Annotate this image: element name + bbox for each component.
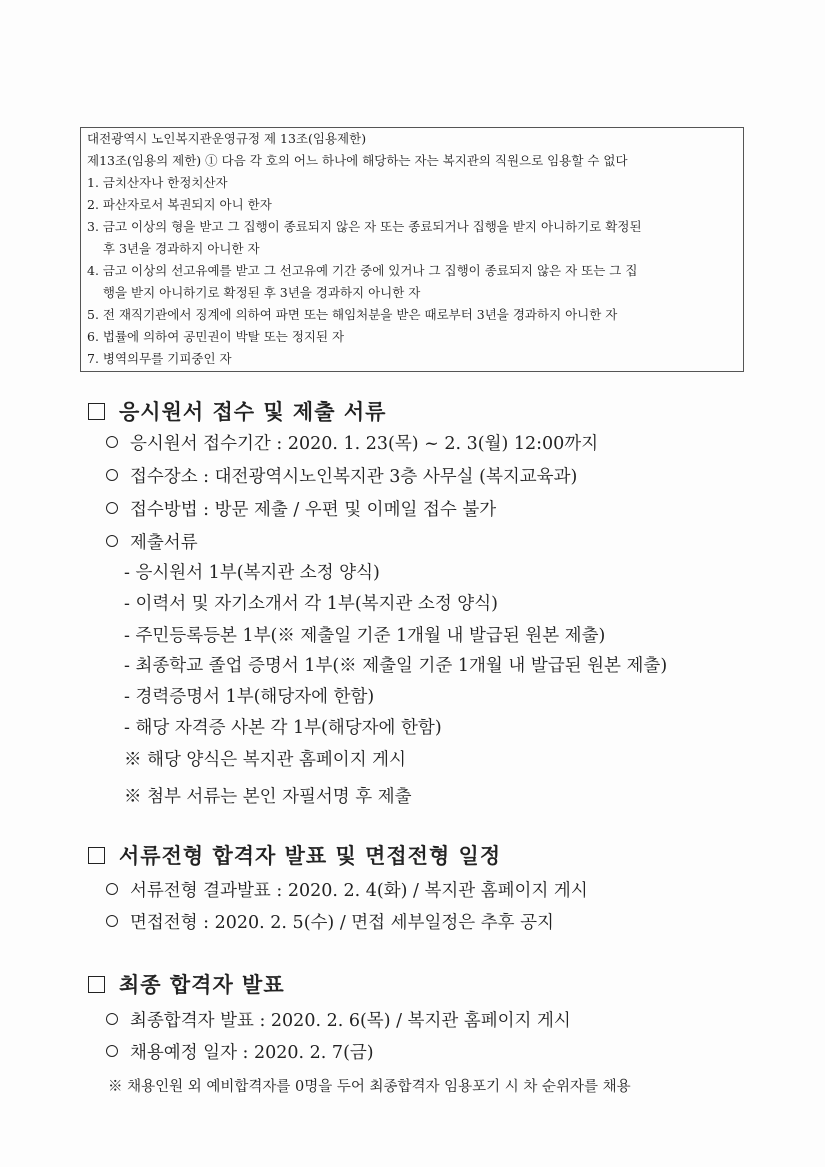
item-text: 채용예정 일자 : 2020. 2. 7(금) — [130, 1043, 374, 1063]
regulation-box — [80, 127, 744, 372]
regulation-line: 2. 파산자로서 복권되지 아니 한자 — [87, 197, 272, 212]
regulation-line: 4. 금고 이상의 선고유예를 받고 그 선고유예 기간 중에 있거나 그 집행이 종료되지 않은 자 또는 그 집 — [87, 263, 638, 278]
list-item — [106, 912, 554, 934]
document-item: - 경력증명서 1부(해당자에 한함) — [124, 687, 375, 707]
item-text: 면접전형 : 2020. 2. 5(수) / 면접 세부일정은 추후 공지 — [130, 913, 554, 933]
regulation-line: 행을 받지 아니하기로 확정된 후 3년을 경과하지 아니한 자 — [87, 285, 421, 300]
list-item — [106, 532, 198, 554]
list-item — [106, 1010, 571, 1032]
regulation-title: 대전광역시 노인복지관운영규정 제 13조(임용제한) — [87, 131, 367, 146]
list-item — [106, 466, 577, 488]
regulation-line: 제13조(임용의 제한) ① 다음 각 호의 어느 하나에 해당하는 자는 복지관의 직원으로 임용할 수 없다 — [87, 153, 628, 168]
regulation-line: 5. 전 재직기관에서 징계에 의하여 파면 또는 해임처분을 받은 때로부터 3년을 경과하지 아니한 자 — [87, 307, 618, 322]
note: ※ 채용인원 외 예비합격자를 0명을 두어 최종합격자 임용포기 시 차 순위자를 채용 — [108, 1079, 631, 1095]
section-title: 응시원서 접수 및 제출 서류 — [119, 399, 387, 424]
item-text: 서류전형 결과발표 : 2020. 2. 4(화) / 복지관 홈페이지 게시 — [130, 881, 588, 901]
section-heading — [88, 972, 285, 998]
regulation-line: 3. 금고 이상의 형을 받고 그 집행이 종료되지 않은 자 또는 종료되거나 집행을 받지 아니하기로 확정된 — [87, 219, 642, 234]
list-item — [106, 499, 496, 521]
circle-bullet-icon — [106, 883, 118, 895]
document-item: - 응시원서 1부(복지관 소정 양식) — [124, 563, 380, 583]
note: ※ 첨부 서류는 본인 자필서명 후 제출 — [124, 787, 412, 807]
regulation-line: 후 3년을 경과하지 아니한 자 — [87, 241, 260, 256]
item-text: 제출서류 — [130, 533, 198, 553]
document-item: - 최종학교 졸업 증명서 1부(※ 제출일 기준 1개월 내 발급된 원본 제출) — [124, 656, 668, 676]
circle-bullet-icon — [106, 436, 118, 448]
section-title: 서류전형 합격자 발표 및 면접전형 일정 — [119, 843, 502, 868]
regulation-line: 7. 병역의무를 기피중인 자 — [87, 351, 232, 366]
item-text: 최종합격자 발표 : 2020. 2. 6(목) / 복지관 홈페이지 게시 — [130, 1011, 571, 1031]
regulation-line: 6. 법률에 의하여 공민권이 박탈 또는 정지된 자 — [87, 329, 345, 344]
section-title: 최종 합격자 발표 — [119, 972, 285, 997]
list-item — [106, 880, 588, 902]
section-heading — [88, 843, 501, 869]
section-heading — [88, 399, 386, 425]
note: ※ 해당 양식은 복지관 홈페이지 게시 — [124, 750, 406, 770]
regulation-line: 1. 금치산자나 한정치산자 — [87, 175, 228, 190]
document-item: - 이력서 및 자기소개서 각 1부(복지관 소정 양식) — [124, 594, 498, 614]
list-item — [106, 433, 598, 455]
document-item: - 해당 자격증 사본 각 1부(해당자에 한함) — [124, 718, 442, 738]
checkbox-square-icon — [88, 976, 105, 993]
circle-bullet-icon — [106, 1045, 118, 1057]
circle-bullet-icon — [106, 469, 118, 481]
item-text: 접수방법 : 방문 제출 / 우편 및 이메일 접수 불가 — [130, 500, 497, 520]
circle-bullet-icon — [106, 1013, 118, 1025]
circle-bullet-icon — [106, 915, 118, 927]
list-item — [106, 1042, 374, 1064]
item-text: 응시원서 접수기간 : 2020. 1. 23(목) ~ 2. 3(월) 12:00까지 — [130, 434, 599, 454]
checkbox-square-icon — [88, 403, 105, 420]
document-item: - 주민등록등본 1부(※ 제출일 기준 1개월 내 발급된 원본 제출) — [124, 626, 606, 646]
item-text: 접수장소 : 대전광역시노인복지관 3층 사무실 (복지교육과) — [130, 467, 578, 487]
circle-bullet-icon — [106, 535, 118, 547]
circle-bullet-icon — [106, 502, 118, 514]
checkbox-square-icon — [88, 847, 105, 864]
